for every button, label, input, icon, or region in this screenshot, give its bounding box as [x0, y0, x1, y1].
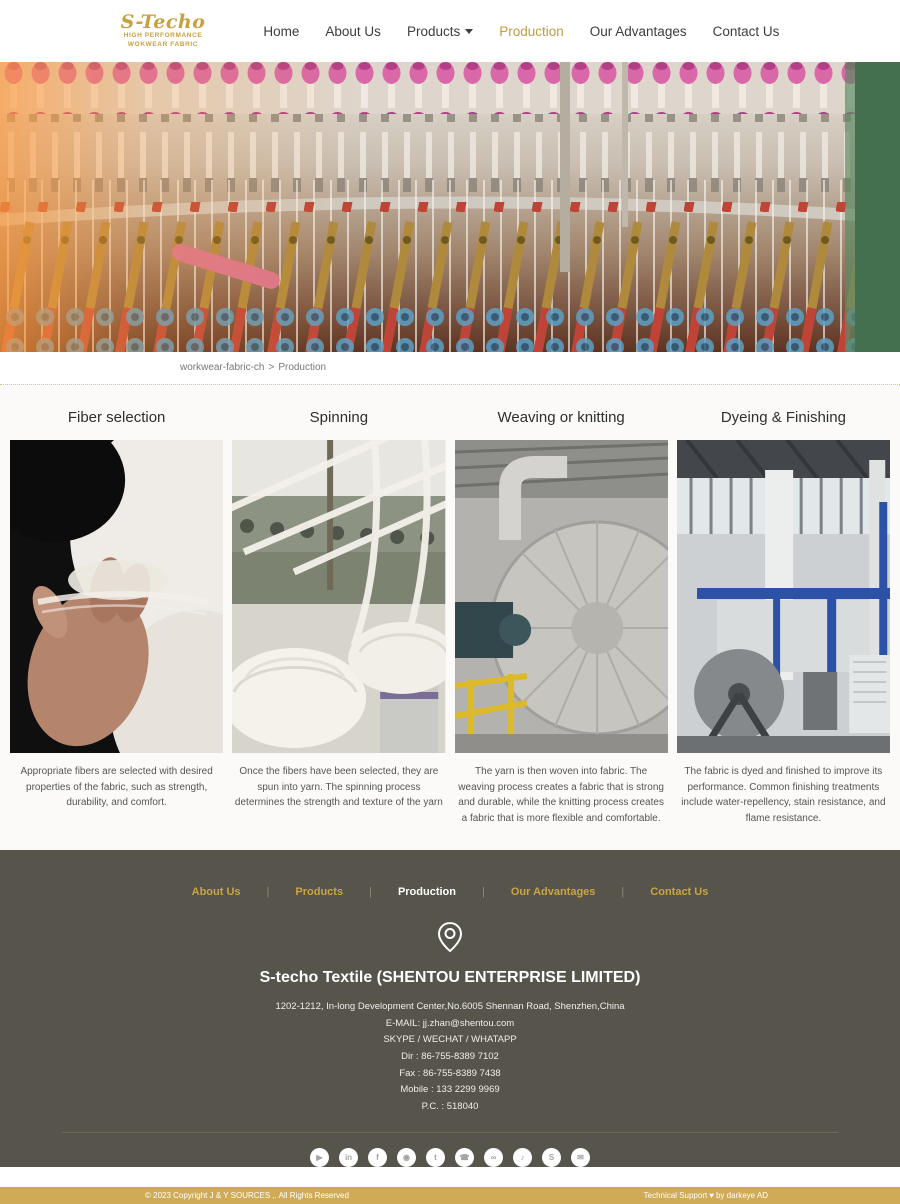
step-description: The fabric is dyed and finished to improve its performance. Common finishing treatments include water-repellency, stain resistance, and flame resistance.: [681, 766, 886, 824]
heart-icon: ♥: [709, 1191, 714, 1201]
support-prefix: Technical Support: [643, 1191, 708, 1201]
footer-nav-about-us[interactable]: About Us: [191, 886, 241, 898]
footer-divider: [62, 1132, 838, 1133]
step-weaving-or-knitting: [455, 401, 668, 826]
nav-production[interactable]: Production: [499, 23, 564, 39]
logo-subtitle-2: WOKWEAR FABRIC: [127, 40, 199, 48]
footer-nav-separator: |: [369, 886, 372, 898]
footer-mobile: Mobile : 133 2299 9969: [400, 1084, 500, 1096]
linkedin-icon[interactable]: in: [339, 1148, 358, 1167]
copyright-text: © 2023 Copyright J & Y SOURCES ,. All Rights Reserved: [145, 1191, 349, 1201]
chevron-down-icon: [465, 29, 473, 34]
breadcrumb-current[interactable]: Production: [278, 362, 327, 373]
nav-products[interactable]: [407, 24, 473, 39]
footer-nav-contact-us[interactable]: Contact Us: [650, 886, 709, 898]
footer-fax: Fax : 86-755-8389 7438: [399, 1067, 501, 1079]
breadcrumb-root[interactable]: workwear-fabric-ch: [180, 362, 265, 373]
footer-nav-products[interactable]: Products: [295, 886, 344, 898]
step-title: Spinning: [309, 409, 369, 426]
tiktok-icon[interactable]: ♪: [513, 1148, 532, 1167]
footer-messengers: SKYPE / WECHAT / WHATAPP: [383, 1034, 517, 1046]
weaving-knitting-image: [455, 440, 668, 753]
site-header: [0, 0, 900, 62]
spinning-image: [232, 440, 445, 753]
footer-nav: [0, 886, 900, 898]
nav-products-label: Products: [406, 23, 461, 39]
footer-contact-details: [0, 999, 900, 1115]
email-icon[interactable]: ✉: [571, 1148, 590, 1167]
step-description: Appropriate fibers are selected with desired properties of the fabric, such as strength, durability, and comfort.: [20, 766, 213, 808]
step-spinning: [232, 401, 445, 826]
skype-icon[interactable]: S: [542, 1148, 561, 1167]
logo-title: S-Techo: [120, 10, 206, 33]
footer-nav-separator: |: [482, 886, 485, 898]
footer-address: 1202-1212, In-long Development Center,No.6005 Shennan Road, Shenzhen,China: [275, 1001, 625, 1012]
footer-nav-separator: |: [621, 886, 625, 898]
instagram-icon[interactable]: ◉: [397, 1148, 416, 1167]
wechat-icon[interactable]: ∞: [484, 1148, 503, 1167]
footer-company-name: S-techo Textile (SHENTOU ENTERPRISE LIMITED): [259, 969, 641, 986]
production-section: [0, 385, 900, 850]
step-description: The yarn is then woven into fabric. The weaving process creates a fabric that is strong and durable, while the knitting process creates a fabric that is more flexible and comfortable.: [458, 766, 664, 824]
step-dyeing-finishing: [677, 401, 890, 826]
hero-spinning-machine-image: [0, 62, 900, 352]
support-suffix: by darkeye AD: [715, 1191, 768, 1201]
step-description: Once the fibers have been selected, they are spun into yarn. The spinning process determines the strength and texture of the yarn: [234, 766, 443, 808]
social-icons: [0, 1148, 900, 1167]
footer-email: E-MAIL: jj.zhan@shentou.com: [385, 1017, 515, 1029]
bottom-bar: [0, 1187, 900, 1204]
step-fiber-selection: [10, 401, 223, 826]
facebook-icon[interactable]: f: [368, 1148, 387, 1167]
footer-nav-production[interactable]: Production: [397, 886, 456, 898]
whatsapp-icon[interactable]: ☎: [455, 1148, 474, 1167]
fiber-selection-image: [10, 440, 223, 753]
youtube-icon[interactable]: ▶: [310, 1148, 329, 1167]
technical-support-text: [644, 1191, 768, 1200]
site-footer: [0, 850, 900, 1167]
breadcrumb: [0, 352, 900, 385]
site-logo[interactable]: [120, 10, 206, 50]
footer-postal-code: P.C. : 518040: [421, 1100, 479, 1112]
location-pin-icon: [433, 920, 467, 954]
nav-about-us[interactable]: About Us: [325, 23, 381, 39]
footer-nav-separator: |: [266, 886, 270, 898]
logo-subtitle-1: HIGH PERFORMANCE: [123, 31, 203, 39]
step-title: Fiber selection: [67, 409, 166, 426]
dyeing-finishing-image: [677, 440, 890, 753]
footer-dir-phone: Dir : 86-755-8389 7102: [401, 1050, 499, 1062]
nav-contact-us[interactable]: Contact Us: [712, 23, 780, 39]
main-nav: [263, 24, 779, 39]
nav-home[interactable]: Home: [263, 23, 300, 39]
step-title: Dyeing & Finishing: [720, 409, 846, 426]
twitter-icon[interactable]: t: [426, 1148, 445, 1167]
nav-our-advantages[interactable]: Our Advantages: [589, 23, 687, 39]
footer-nav-our-advantages[interactable]: Our Advantages: [510, 886, 596, 898]
step-title: Weaving or knitting: [497, 409, 625, 426]
breadcrumb-separator: >: [268, 362, 275, 373]
